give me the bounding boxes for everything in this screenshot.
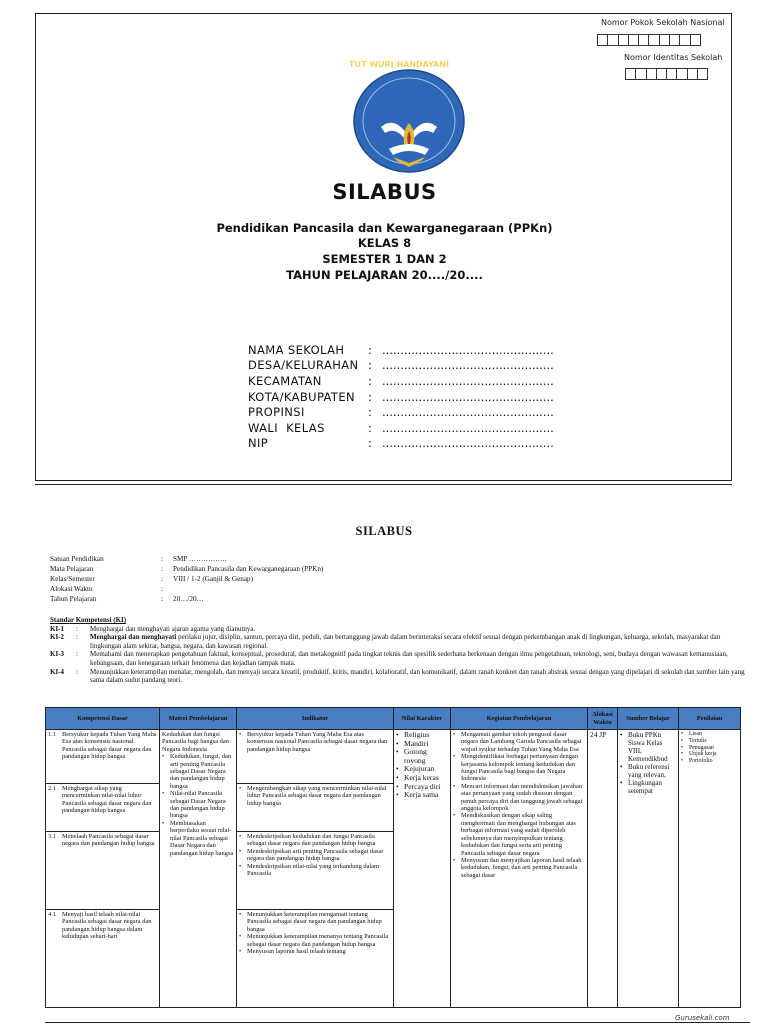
list-item: • Mengidentifikasi berbagai pertanyaan dengan kerjasama kelompok tentang kedudukan dan fungsi Pancasila bagi bangsa dan Negara Indonesia: [453, 753, 585, 783]
tut-wuri-handayani-logo: [349, 60, 469, 175]
list-item: • Mencari informasi dan mendiskusikan jawaban atas pertanyaan yang sudah disusun dengan penuh percaya diri dan tanggung jawab sebagai anggota kelompok: [453, 783, 585, 813]
identity-label: NAMA SEKOLAH: [248, 342, 345, 357]
identity-label: DESA/KELURAHAN: [248, 358, 359, 373]
cover-page: [35, 13, 732, 481]
identity-blank: ...............................................: [382, 358, 554, 373]
list-item: • Portofolio: [681, 758, 738, 765]
list-item: • Menunjukkan keterampilan menanya tentang Pancasila sebagai dasar negara dan pandangan hidup bangsa: [239, 933, 391, 948]
identity-label: NIP: [248, 436, 269, 451]
identity-label: KECAMATAN: [248, 373, 322, 388]
list-item: • Menunjukkan keterampilan mengamati tentang Pancasila sebagai dasar negara dan pandangan hidup bangsa: [239, 911, 391, 933]
core-competencies: [50, 616, 748, 685]
watermark: Gurusekali.com: [675, 1014, 730, 1022]
kd-cell: 1.1 Bersyukur kepada Tuhan Yang Maha Esa atas konsensus nasional Pancasila sebagai dasar negara dan pandangan hidup bangsa: [46, 730, 160, 784]
syllabus-info: [50, 554, 323, 604]
table-header-row: [46, 708, 741, 730]
kd-cell: 2.1 Menghargai sikap yang mencerminkan nilai-nilai luhur Pancasila sebagai dasar negara dan pandangan hidup bangsa: [46, 784, 160, 832]
nis-boxes[interactable]: [625, 68, 707, 80]
info-row: Mata Pelajaran : Pendidikan Pancasila dan Kewarganegaraan (PPKn): [50, 565, 324, 573]
identity-blank: ...............................................: [382, 436, 554, 451]
list-item: • Buku PPKn Siswa Kelas VIII, Kemendikbud: [620, 731, 676, 763]
list-item: • Percaya diri: [396, 783, 448, 792]
col-header-materi: Materi Pembelajaran: [160, 708, 237, 730]
identity-row-school[interactable]: NAMA SEKOLAH : ...............................................: [248, 342, 554, 357]
identity-label: WALI KELAS: [248, 420, 325, 435]
kd-cell: 4.1 Menyaji hasil telaah nilai-nilai Pancasila sebagai dasar negara dan pandangan hidup bangsa dalam kehidupan sehari-hari: [46, 910, 160, 1008]
nis-label: Nomor Identitas Sekolah: [624, 53, 723, 62]
list-item: • Menyusun laporan hasil telaah tentang: [239, 948, 391, 955]
list-item: • Penugasan: [681, 745, 738, 752]
list-item: • Gotong royong: [396, 748, 448, 765]
page-separator: [35, 484, 732, 485]
npsn-label: Nomor Pokok Sekolah Nasional: [601, 18, 725, 27]
col-header-sumber: Sumber Belajar: [618, 708, 679, 730]
indikator-cell: [237, 730, 394, 784]
materi-cell: Kedudukan dan fungsi Pancasila bagi bangsa dan Negara Indonesia • Kedudukan, fungsi, dan arti penting Pancasila sebagai Dasar Negara dan pandangan hidup bangsa • Nilai-nilai Pancasila sebagai Dasar Negara dan pandangan hidup bangsa • Membiasakan berperilaku sesuai nilai-nilai Pancasila sebagai Dasar Negara dan pandangan hidup bangsa: [160, 730, 237, 1008]
cover-year: TAHUN PELAJARAN 20..../20....: [286, 268, 483, 282]
table-row: [46, 730, 741, 784]
list-item: • Kedudukan, fungsi, dan arti penting Pancasila sebagai Dasar Negara dan pandangan hidup bangsa: [162, 753, 234, 790]
list-item: • Lingkungan setempat: [620, 779, 676, 795]
info-row: Alokasi Waktu :: [50, 585, 163, 593]
col-header-kd: Kompetensi Dasar: [46, 708, 160, 730]
list-item: • Kerja keras: [396, 774, 448, 783]
list-item: • Mendeskripsikan arti penting Pancasila sebagai dasar negara dan pandangan hidup bangsa: [239, 848, 391, 863]
list-item: • Mandiri: [396, 740, 448, 749]
list-item: • Mengamati gambar tokoh pengusul dasar negara dan Lambang Garuda Pancasila sebagai wujud syukur terhadap Tuhan Yang Maha Esa: [453, 731, 585, 753]
list-item: • Mendeskripsikan nilai-nilai yang terkandung dalam Pancasila: [239, 863, 391, 878]
identity-row-homeroom[interactable]: WALI KELAS : ...............................................: [248, 420, 554, 435]
list-item: • Religius: [396, 731, 448, 740]
identity-blank: ...............................................: [382, 342, 554, 357]
identity-row-district[interactable]: KECAMATAN : ...............................................: [248, 373, 554, 388]
sumber-cell: [618, 730, 679, 1008]
cover-class: KELAS 8: [357, 236, 412, 250]
identity-row-nip[interactable]: NIP : ...............................................: [248, 436, 554, 451]
col-header-nilai: Nilai Karakter: [394, 708, 451, 730]
logo-text: TUT WURI HANDAYANI: [349, 60, 449, 69]
list-item: • Mengembangkan sikap yang mencerminkan nilai-nilai luhur Pancasila sebagai dasar negara dan pandangan hidup bangsa: [239, 785, 391, 807]
school-identity-form: [248, 342, 554, 451]
penilaian-cell: [679, 730, 741, 1008]
cover-subject: Pendidikan Pancasila dan Kewarganegaraan (PPKn): [216, 221, 553, 235]
list-item: • Kerja sama: [396, 791, 448, 800]
ki-heading: Standar Kompetensi (KI): [50, 616, 127, 624]
list-item: • Lisan: [681, 731, 738, 738]
list-item: • Buku referensi yang relevan,: [620, 763, 676, 779]
identity-blank: ...............................................: [382, 420, 554, 435]
kegiatan-cell: [451, 730, 588, 1008]
identity-label: KOTA/KABUPATEN: [248, 389, 356, 404]
cover-title: SILABUS: [332, 180, 437, 204]
indikator-cell: [237, 784, 394, 832]
list-item: • Kejujuran: [396, 765, 448, 774]
ki-row: KI-2 : Menghargai dan menghayati perilaku jujur, disiplin, santun, percaya diri, peduli, dan bertanggung jawab dalam berinteraksi secara efektif sesuai dengan perkembangan anak di lingkungan, keluarga, sekolah, masyarakat dan lingkungan alam sekitar, bangsa, negara, dan kawasan regional.: [50, 633, 721, 650]
identity-label: PROPINSI: [248, 405, 305, 420]
list-item: • Mendiskusikan dengan sikap saling menghormati dan menghargai hubungan atas berbagai informasi yang sudah diperoleh sebelumnya dan menyimpulkan tentang kedudukan dan fungsi serta arti penting Pancasila sebagai dasar negara: [453, 812, 585, 856]
list-item: • Tertulis: [681, 738, 738, 745]
indikator-cell: [237, 832, 394, 910]
col-header-alokasi: Alokasi Waktu: [588, 708, 618, 730]
identity-blank: ...............................................: [382, 405, 554, 420]
bottom-rule: [45, 1022, 750, 1023]
list-item: • Mendeskripsikan kedudukan dan fungsi Pancasila sebagai dasar negara dan pandangan hidup bangsa: [239, 833, 391, 848]
list-item: • Menyusun dan menyajikan laporan hasil telaah kedudukan, fungsi, dan arti penting Pancasila sebagai dasar: [453, 857, 585, 879]
info-row: Tahun Pelajaran : 20…/20…: [50, 595, 204, 603]
syllabus-table: [45, 707, 741, 1008]
list-item: • Nilai-nilai Pancasila sebagai Dasar Negara dan pandangan hidup bangsa: [162, 790, 234, 820]
indikator-cell: [237, 910, 394, 1008]
nilai-cell: [394, 730, 451, 1008]
ki-row: KI-1 : Menghargai dan menghayati ajaran agama yang dianutnya.: [50, 624, 256, 633]
info-row: Satuan Pendidikan : SMP …………….: [50, 555, 227, 563]
npsn-boxes[interactable]: [597, 34, 700, 46]
cover-semester: SEMESTER 1 DAN 2: [322, 252, 447, 266]
alokasi-cell: 24 JP: [588, 730, 618, 1008]
syllabus-title: SILABUS: [355, 524, 413, 538]
identity-blank: ...............................................: [382, 389, 554, 404]
col-header-indikator: Indikator: [237, 708, 394, 730]
col-header-penilaian: Penilaian: [679, 708, 741, 730]
identity-row-province[interactable]: PROPINSI : ...............................................: [248, 405, 554, 420]
list-item: • Bersyukur kepada Tuhan Yang Maha Esa atas konsensus nasional Pancasila sebagai dasar negara dan pandangan hidup bangsa: [239, 731, 391, 753]
info-row: Kelas/Semester : VIII / 1-2 (Ganjil & Genap): [50, 575, 254, 583]
identity-blank: ...............................................: [382, 373, 554, 388]
identity-row-city[interactable]: KOTA/KABUPATEN : ...............................................: [248, 389, 554, 404]
identity-row-village[interactable]: DESA/KELURAHAN : ...............................................: [248, 358, 554, 373]
list-item: • Membiasakan berperilaku sesuai nilai-nilai Pancasila sebagai Dasar Negara dan pandangan hidup bangsa: [162, 820, 234, 857]
ki-row: KI-4 : Menunjukkan keterampilan menalar, mengolah, dan menyaji secara kreatif, produktif, kritis, mandiri, kolaboratif, dan komunikatif, dalam ranah konkret dan ranah abstrak sesuai dengan yang dipelajari di sekolah dan sumber lain yang sama dalam sudut pandang teori.: [50, 667, 745, 685]
col-header-kegiatan: Kegiatan Pembelajaran: [451, 708, 588, 730]
kd-cell: 3.1 Menelaah Pancasila sebagai dasar negara dan pandangan hidup bangsa: [46, 832, 160, 910]
ki-row: KI-3 : Memahami dan menerapkan pengetahuan faktual, konseptual, prosedural, dan metakognitif pada tingkat teknis dan spesifik sederhana berkenaan dengan ilmu pengetahuan, teknologi, seni, budaya dengan wawasan kemanusiaan, kebangsaan, dan kenegaraan terkait fenomena dan kejadian tampak mata.: [50, 650, 728, 667]
list-item: • Unjuk kerja: [681, 751, 738, 758]
